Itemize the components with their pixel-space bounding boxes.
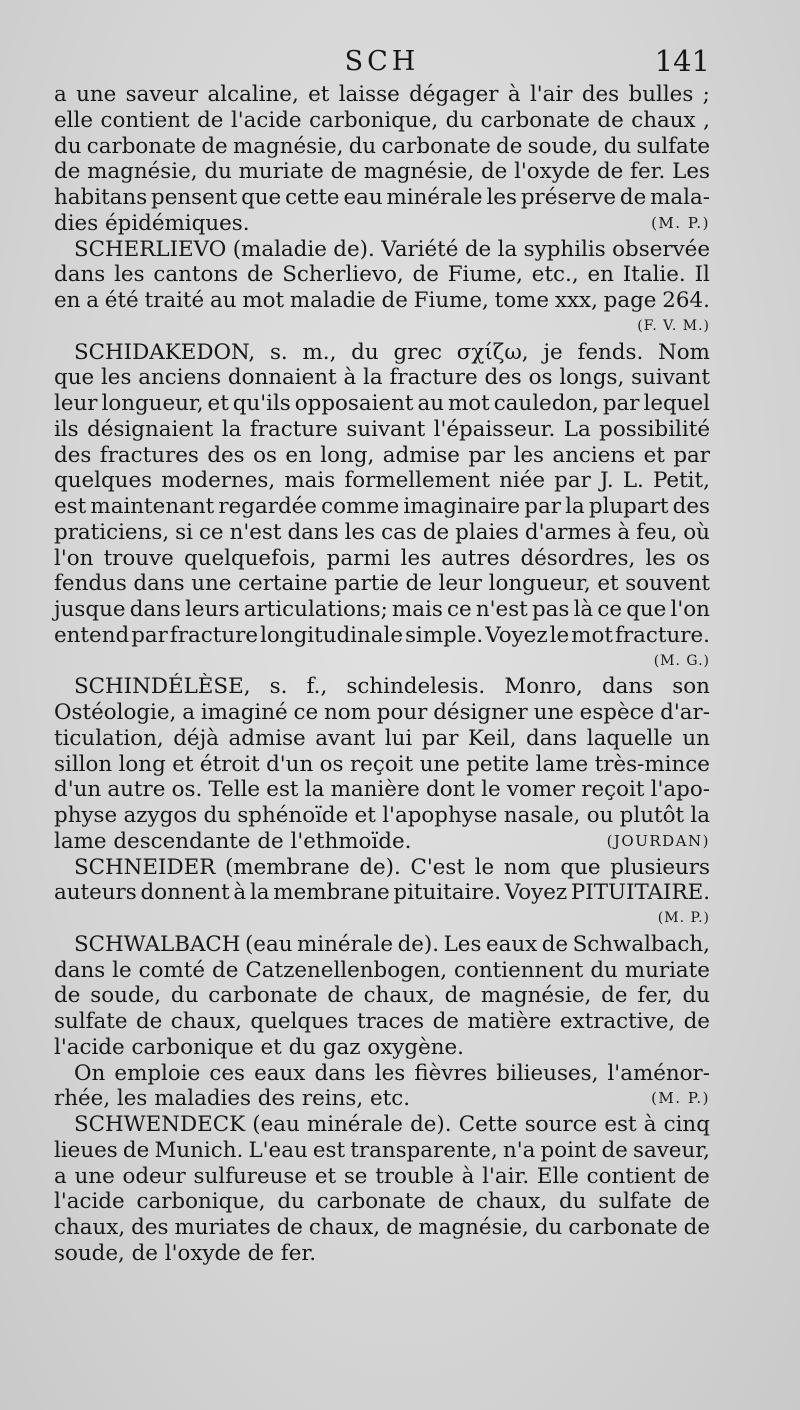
text-line: (M. P.) (657, 910, 710, 926)
text-line: auteurs donnent à la membrane pituitaire. Voyez PITUITAIRE. (54, 880, 710, 906)
page-header (54, 46, 710, 82)
text-line: fendus dans une certaine partie de leur longueur, et souvent (54, 571, 710, 597)
text-line: Ostéologie, a imaginé ce nom pour désigner une espèce d'ar- (54, 700, 710, 725)
text-line: chaux, des muriates de chaux, de magnésie, du carbonate de (54, 1215, 710, 1240)
text-line: sillon long et étroit d'un os reçoit une petite lame très-mince (54, 751, 710, 777)
text-line: entend par fracture longitudinale simple. Voyez le mot fracture. (54, 622, 710, 648)
text-line: sulfate de chaux, quelques traces de matière extractive, de (54, 1009, 710, 1034)
text-line: l'on trouve quelquefois, parmi les autres désordres, les os (54, 545, 710, 571)
text-line: est maintenant regardée comme imaginaire par la plupart des (54, 494, 710, 519)
text-line: SCHERLIEVO (maladie de). Variété de la syphilis observée (74, 236, 710, 262)
text-line: (F. V. M.) (637, 317, 710, 334)
running-head: SCH (344, 46, 420, 77)
text-line: a une saveur alcaline, et laisse dégager à l'air des bulles ; (54, 82, 710, 107)
text-line: On emploie ces eaux dans les fièvres bilieuses, l'aménor- (74, 1060, 710, 1086)
text-line: de soude, du carbonate de chaux, de magnésie, de fer, du (54, 983, 710, 1009)
text-line: SCHIDAKEDON, s. m., du grec σχίζω, je fends. Nom (74, 339, 710, 365)
text-line: habitans pensent que cette eau minérale les préserve de mala- (54, 185, 710, 210)
text-line: a une odeur sulfureuse et se trouble à l'air. Elle contient de (54, 1163, 710, 1189)
text-line: lieues de Munich. L'eau est transparente, n'a point de saveur, (54, 1137, 710, 1163)
text-line: elle contient de l'acide carbonique, du carbonate de chaux , (54, 107, 710, 133)
text-line: quelques modernes, mais formellement niée par J. L. Petit, (54, 468, 710, 494)
text-line: l'acide carbonique, du carbonate de chaux, du sulfate de (54, 1189, 710, 1215)
text-line: de magnésie, du muriate de magnésie, de l'oxyde de fer. Les (54, 159, 710, 185)
text-line: d'un autre os. Telle est la manière dont le vomer reçoit l'apo- (54, 777, 710, 803)
text-line: physe azygos du sphénoïde et l'apophyse nasale, ou plutôt la (54, 803, 710, 828)
text-line: dans le comté de Catzenellenbogen, contiennent du muriate (54, 957, 710, 983)
text-line: soude, de l'oxyde de fer. (54, 1240, 317, 1266)
text-line: l'acide carbonique et du gaz oxygène. (54, 1034, 464, 1060)
text-line: ils désignaient la fracture suivant l'épaisseur. La possibilité (54, 416, 710, 442)
dictionary-entries (54, 82, 710, 1267)
text-line: rhée, les maladies des reins, etc. (M. P.) (54, 1086, 710, 1112)
text-line: SCHWENDECK (eau minérale de). Cette source est à cinq (74, 1112, 710, 1137)
text-line: en a été traité au mot maladie de Fiume, tome xxx, page 264. (54, 288, 710, 313)
text-line: (M. G.) (653, 652, 710, 669)
text-line: SCHWALBACH (eau minérale de). Les eaux de Schwalbach, (74, 931, 710, 957)
text-line: SCHNEIDER (membrane de). C'est le nom que plusieurs (74, 854, 710, 880)
text-line: lame descendante de l'ethmoïde. (JOURDAN) (54, 828, 710, 854)
text-line: praticiens, si ce n'est dans les cas de plaies d'armes à feu, où (54, 519, 710, 545)
text-line: dans les cantons de Scherlievo, de Fiume, etc., en Italie. Il (54, 262, 710, 288)
page-number: 141 (654, 44, 710, 78)
text-line: ticulation, déjà admise avant lui par Keil, dans laquelle un (54, 725, 710, 751)
text-line: dies épidémiques. (M. P.) (54, 210, 710, 236)
text-line: que les anciens donnaient à la fracture des os longs, suivant (54, 365, 710, 391)
text-line: jusque dans leurs articulations; mais ce n'est pas là ce que l'on (54, 597, 710, 622)
text-line: SCHINDÉLÈSE, s. f., schindelesis. Monro, dans son (74, 674, 710, 700)
text-line: leur longueur, et qu'ils opposaient au mot cauledon, par lequel (54, 391, 710, 416)
text-line: des fractures des os en long, admise par les anciens et par (54, 442, 710, 468)
text-line: du carbonate de magnésie, du carbonate de soude, du sulfate (54, 133, 710, 159)
